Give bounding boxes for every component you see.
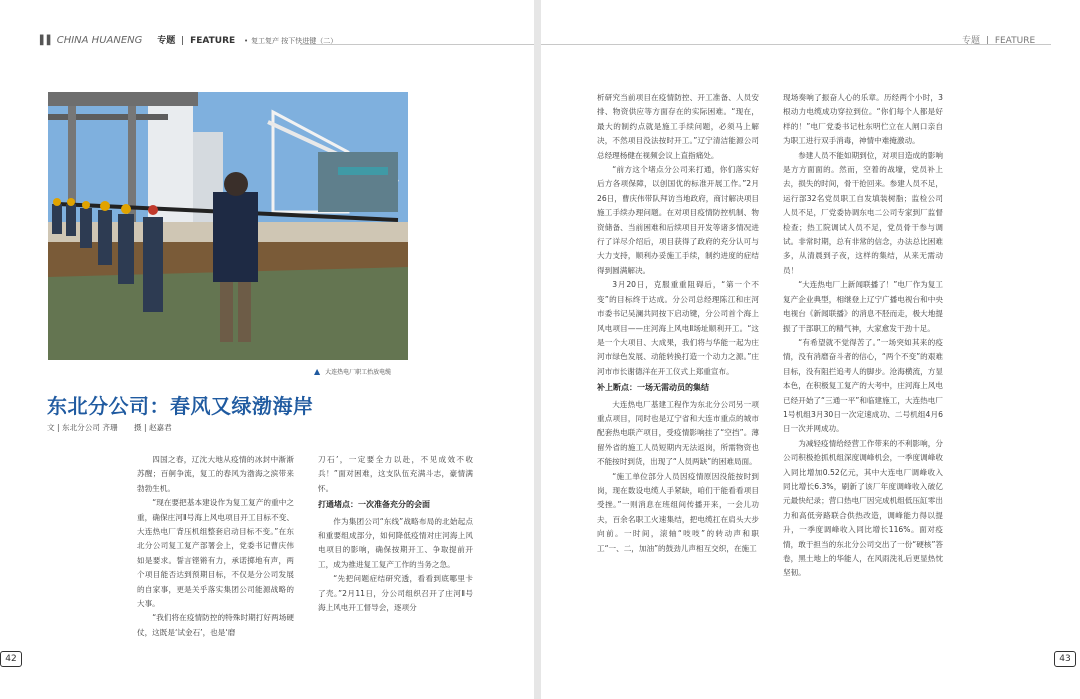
paragraph: 3月20日，克服重重阻碍后，“第一个不变”的目标终于达成。分公司总经理陈江和庄河市委书记吴澜共同按下启动键，分公司首个海上风电项目——庄河海上风电Ⅱ场址顺利开工。“这是一个大项目、大成果，我们将与华能一起为庄河市绿色发展、动能转换打造一个动力之源。”庄河市市长谢德洋在开工仪式上郑重宣布。: [597, 280, 759, 376]
page-number-left: 42: [0, 651, 22, 667]
photo-credit: 摄 | 赵嘉君: [133, 423, 172, 432]
header-subtitle: 复工复产 按下快进键（二）: [251, 37, 338, 45]
paragraph: “先把问题症结研究透，看看到底哪里卡了壳。”2月11日，分公司组织召开了庄河Ⅱ号海上风电开工督导会，逐项分: [318, 574, 473, 613]
header-rule: [300, 44, 534, 45]
left-page: [0, 0, 534, 699]
paragraph: “施工单位部分人员因疫情原因没能按时到岗，现在数设电缆人手紧缺，咱们干能看看项目受挫。”一则消息在班组间传播开来，一会儿功夫，百余名职工火速集结，把电缆扛在肩头大步向前。一时间，滚轴“吱吱”的转动声和职工“一、二，加油”的鼓劲儿声相互交织，在施工: [597, 471, 759, 553]
left-column-2: [318, 453, 473, 615]
left-header: [40, 33, 337, 46]
right-page: [541, 0, 1080, 699]
byline: [47, 422, 172, 433]
paragraph: “前方这个堵点分公司来打通，你们落实好后方各项保障，以创国优的标准开展工作。”2月26日，曹庆伟带队拜访当地政府，商讨解决项目施工手续办理问题。在对项目疫情防控机制、物资储备、当前困难和后续项目开发等诸多情况进行了详尽介绍后，项目获得了政府的充分认可与大力支持，顺利办妥施工手续，制约进度的症结得到圆满解决。: [597, 165, 759, 275]
header-section: 专题: [157, 36, 176, 46]
right-column-1: [597, 91, 759, 556]
page-number-right: 43: [1054, 651, 1076, 667]
right-column-2: [783, 91, 943, 581]
paragraph: 大连热电厂基建工程作为东北分公司另一项重点项目，同时也是辽宁省和大连市重点的城市配套热电联产项目，受疫情影响挂了“空挡”。薄留外省的施工人员短期内无法返岗，所需物资也不能按时到货，出现了“人员两缺”的困难局面。: [597, 399, 759, 467]
paragraph: 四国之春，辽沈大地从疫情的冰封中渐渐苏醒；百舸争流，复工的春风为渤海之滨带来勃勃生机。: [137, 455, 294, 493]
brand-logo-icon: ▌▌: [40, 36, 54, 46]
article-title: 东北分公司：春风又绿渤海岸: [47, 394, 314, 418]
header-dot: •: [244, 37, 249, 45]
header-separator: |: [181, 36, 185, 46]
feature-photo: [48, 92, 408, 360]
paragraph: 为减轻疫情给经营工作带来的不利影响，分公司积极抢抓机组深度调峰机会，一季度调峰收入同比增加0.52亿元，其中大连电厂调峰收入同比增长6.3%，刷新了该厂年度调峰收入破亿元最快纪录；营口热电厂因完成机组低压缸零出力和高低旁路联合供热改造，调峰能力得以提升，一季度调峰收入同比增长116%。面对疫情，敢于担当的东北分公司交出了一份“硬核”答卷，黑土地上的华能人，在风雨洗礼后更显热忱坚韧。: [783, 438, 943, 578]
paragraph: 现场奏响了振奋人心的乐章。历经两个小时，3根动力电缆成功穿拉到位。“你们每个人都是好样的！”电厂党委书记杜东明伫立在人闸口亲自为职工进行双手消毒，神情中难掩激动。: [783, 93, 943, 146]
brand-name: CHINA HUANENG: [56, 35, 143, 46]
paragraph: 作为集团公司“东线”战略布局的北始起点和重要组成部分，如何降低疫情对庄河海上风电项目的影响，确保按期开工、争取提前开工，成为推进复工复产工作的当务之急。: [318, 516, 473, 569]
paragraph: “我们将在疫情防控的特殊时期打好两场硬仗，这既是‘试金石’，也是‘磨: [137, 613, 294, 637]
header-section: 专题: [962, 36, 981, 46]
header-separator: |: [985, 36, 989, 46]
photo-illustration: [48, 92, 408, 360]
photo-caption: [314, 367, 391, 376]
header-feature: FEATURE: [190, 36, 236, 46]
left-column-1: [137, 453, 294, 640]
text-credit: 文 | 东北分公司 齐珊: [47, 423, 118, 432]
paragraph: “有希望就不觉得苦了。”一场突如其来的疫情，没有消磨奋斗者的信心，“两个不变”的艰难目标，没有阻拦追考人的脚步。沧海横流，方显本色，在积极复工复产的大考中，庄河海上风电已经开始了“三通一平”和临建施工，大连热电厂1号机组3月30日一次定速成功、二号机组4月6日一次并网成功。: [783, 337, 943, 434]
paragraph: “大连热电厂上新闻联播了！”电厂作为复工复产企业典型，相继登上辽宁广播电视台和中央电视台《新闻联播》的消息不胫而走，极大地提振了干部职工的精气神，大家愈发干劲十足。: [783, 280, 943, 333]
paragraph: 参建人员不能如期到位，对项目造成的影响是方方面面的。然而，空着的战壕，党员补上去，损失的时间，骨干抢回来。参建人员不足，运行部32名党员职工自发填装树脂；监检公司人员不足，厂党委协调东电二公司专家到厂监督检查；热工院调试人员不足，党员骨干参与调试。非常时期，总有非常的信念，办法总比困难多，从清晨到子夜，这样的集结，从来无需动员！: [783, 150, 943, 275]
header-rule: [541, 44, 1051, 45]
caption-triangle-icon: ▲: [314, 367, 321, 376]
paragraph: 刀石’，一定要全力以赴，不见成效不收兵！”面对困难，这支队伍充满斗志，豪情满怀。: [318, 455, 473, 493]
paragraph: “现在要把基本建设作为复工复产的重中之重，确保庄河Ⅱ号海上风电项目开工目标不变、大连热电厂背压机组整套启动目标不变。”在东北分公司复工复产部署会上，党委书记曹庆伟如是要求。誓言铿锵有力，承诺掷地有声，两个项目能否达到预期目标，不仅是分公司发展的自家事，更是关乎落实集团公司能源战略的大事。: [137, 498, 294, 609]
section-heading: 补上断点：一场无需动员的集结: [597, 383, 709, 393]
section-heading: 打通堵点：一次准备充分的会面: [318, 500, 430, 510]
header-feature: FEATURE: [994, 36, 1036, 46]
paragraph: 析研究当前项目在疫情防控、开工准备、人员安排、物资供应等方面存在的实际困难。“现在，最大的制约点就是施工手续问题，必须马上解决，不然项目没法按时开工。”辽宁清洁能源公司总经理杨健在视频会议上直指痛处。: [597, 93, 759, 160]
photo-caption-text: 大连热电厂职工抬放电缆: [325, 369, 392, 376]
